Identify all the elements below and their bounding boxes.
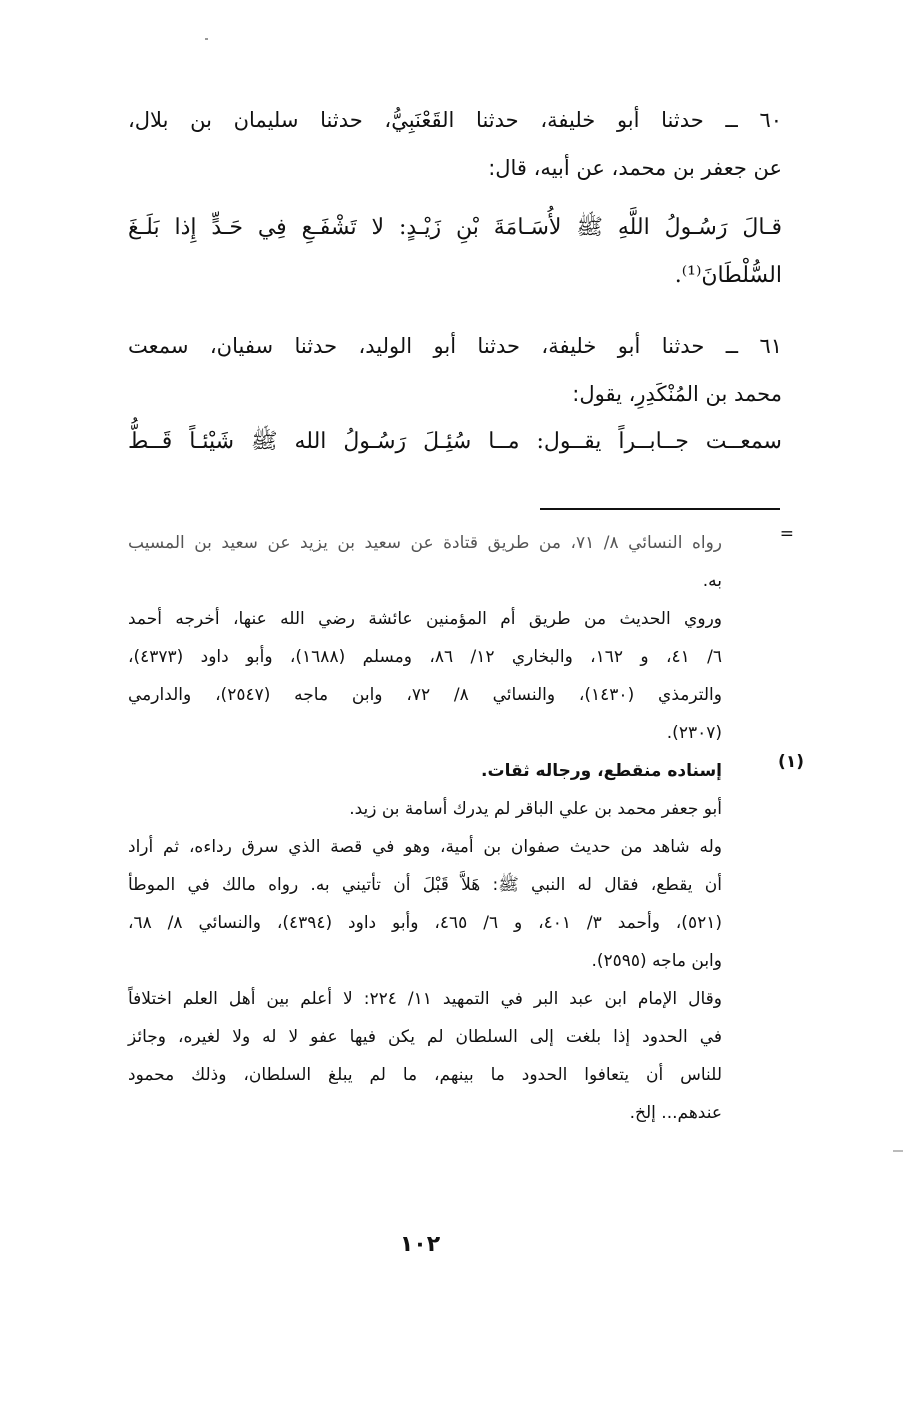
footnote-separator [540, 508, 780, 510]
scan-speck [893, 1150, 903, 1152]
footnote-line: وقال الإمام ابن عبد البر في التمهيد ١١/ ٢٢٤: لا أعلم بين أهل العلم اختلافاً [128, 989, 722, 1009]
matn-line: قـالَ رَسُـولُ اللَّهِ ﷺ لأُسَـامَةَ بْنِ زَيْـدٍ: لا تَشْفَـعِ فِي حَـدٍّ إِذا بَلَـغَ [128, 215, 782, 240]
footnote-line: (٢٣٠٧). [666, 723, 722, 743]
text-line: ٦١ ــ حدثنا أبو خليفة، حدثنا أبو الوليد، حدثنا سفيان، سمعت [128, 334, 782, 358]
page-number: ١٠٢ [399, 1232, 441, 1257]
footnote-line: وله شاهد من حديث صفوان بن أمية، وهو في قصة الذي سرق رداءه، ثم أراد [128, 837, 722, 857]
text-line: محمد بن المُنْكَدِرِ، يقول: [572, 382, 782, 406]
footnote-line: (٥٢١)، وأحمد ٣/ ٤٠١، و ٦/ ٤٦٥، وأبو داود (٤٣٩٤)، والنسائي ٨/ ٦٨، [128, 913, 722, 933]
text-line: عن جعفر بن محمد، عن أبيه، قال: [488, 156, 782, 180]
text-line: ٦٠ ــ حدثنا أبو خليفة، حدثنا القَعْنَبِيُّ، حدثنا سليمان بن بلال، [128, 108, 782, 132]
footnotes [128, 524, 804, 1132]
footnote-heading: إسناده منقطع، ورجاله ثقات. [481, 761, 722, 781]
scan-speck [205, 38, 208, 40]
continuation-mark: = [779, 524, 794, 544]
hadith-60-matn [128, 204, 782, 300]
footnote-line: وروي الحديث من طريق أم المؤمنين عائشة رضي الله عنها، أخرجه أحمد [128, 609, 722, 629]
footnote-line: أبو جعفر محمد بن علي الباقر لم يدرك أسامة بن زيد. [349, 799, 722, 819]
footnote-number: (١) [778, 752, 804, 772]
footnote-line: وابن ماجه (٢٥٩٥). [591, 951, 722, 971]
footnote-line: به. [702, 571, 722, 591]
hadith-61-matn [128, 418, 782, 466]
matn-line: السُّلْطَانَ⁽¹⁾. [674, 263, 782, 288]
footnote-line: عندهم... إلخ. [629, 1103, 722, 1123]
footnote-1 [128, 752, 804, 1132]
footnote-line: رواه النسائي ٨/ ٧١، من طريق قتادة عن سعيد بن يزيد عن سعيد بن المسيب [128, 533, 722, 553]
footnote-line: في الحدود إذا بلغت إلى السلطان لم يكن فيها عفو لا له ولا لغيره، وجائز [128, 1027, 722, 1047]
hadith-60-isnad [128, 96, 782, 192]
matn-line: سمعــت جــابــراً يقــول: مــا سُئِـلَ رَسُـولُ الله ﷺ شَيْئـاً قَــطُّ [128, 429, 782, 454]
footnote-line: أن يقطع، فقال له النبي ﷺ: هَلاَّ قَبْلَ أن تأتيني به. رواه مالك في الموطأ [128, 875, 722, 895]
footnote-related [128, 600, 722, 752]
footnote-line: والترمذي (١٤٣٠)، والنسائي ٨/ ٧٢، وابن ماجه (٢٥٤٧)، والدارمي [128, 685, 722, 705]
hadith-61-isnad [128, 322, 782, 418]
footnote-line: للناس أن يتعافوا الحدود ما بينهم، ما لم يبلغ السلطان، وذلك محمود [128, 1065, 722, 1085]
footnote-line: ٦/ ٤١، و ١٦٢، والبخاري ١٢/ ٨٦، ومسلم (١٦٨٨)، وأبو داود (٤٣٧٣)، [128, 647, 722, 667]
main-text [128, 96, 782, 466]
footnote-continuation [128, 524, 794, 600]
